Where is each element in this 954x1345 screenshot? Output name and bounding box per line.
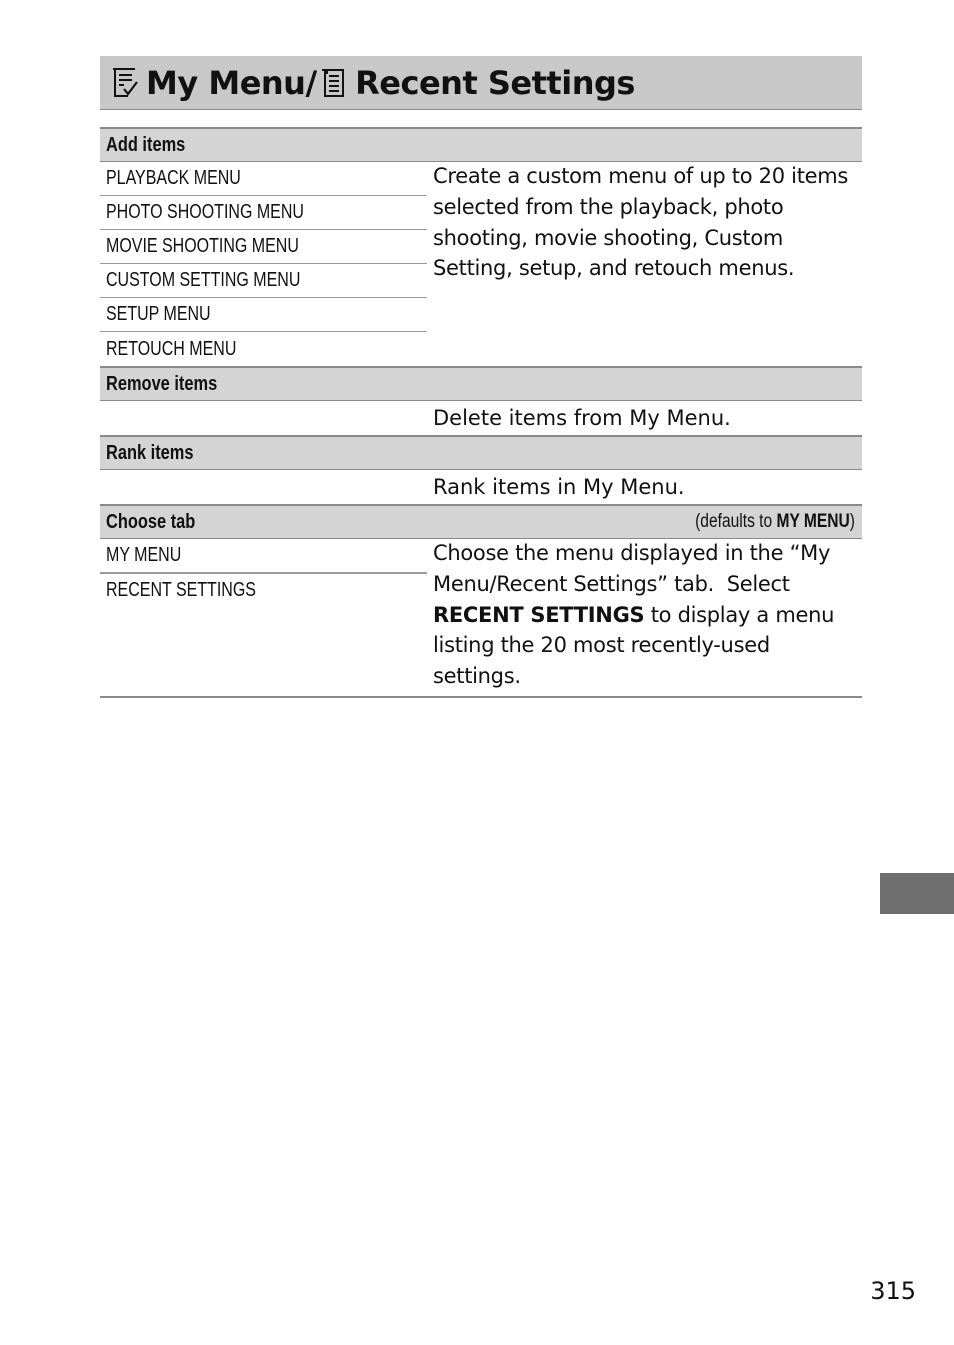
- section-header-label: Choose tab: [106, 510, 196, 533]
- option-label: RETOUCH MENU: [106, 337, 237, 360]
- menu-options-table: [100, 127, 862, 698]
- default-note: [695, 506, 855, 538]
- chapter-side-tab: [880, 873, 954, 914]
- option-row: [100, 196, 427, 230]
- page-title-bar: [100, 56, 862, 110]
- option-label: CUSTOM SETTING MENU: [106, 269, 301, 291]
- option-row: [100, 162, 427, 196]
- default-note-prefix: (defaults to: [695, 511, 777, 532]
- description-part: Choose the menu displayed in the “My Menu/Recent Settings” tab. Select: [433, 541, 837, 596]
- page-title-separator: /: [305, 63, 318, 102]
- choose-tab-option-list: [100, 539, 427, 692]
- option-label: PHOTO SHOOTING MENU: [106, 201, 304, 223]
- option-label: SETUP MENU: [106, 303, 211, 325]
- option-row: [100, 298, 427, 332]
- option-row: [100, 230, 427, 264]
- option-label: MOVIE SHOOTING MENU: [106, 235, 299, 257]
- default-note-suffix: ): [849, 511, 855, 532]
- page-title-recent-settings: Recent Settings: [355, 63, 635, 102]
- section-header-rank-items: [100, 435, 862, 470]
- option-row: [100, 332, 427, 366]
- empty-option-cell: [100, 401, 427, 435]
- choose-tab-description: [427, 539, 862, 692]
- section-add-items: [100, 162, 862, 366]
- section-header-choose-tab: [100, 504, 862, 539]
- default-note-value: MY MENU: [776, 511, 850, 532]
- description-text: Create a custom menu of up to 20 items selected from the playback, photo shooting, movie shooting, Custom Setting, setup, and retouch menus.: [433, 164, 849, 281]
- section-header-label: Add items: [106, 133, 186, 156]
- my-menu-icon: [110, 66, 140, 100]
- description-text: [433, 538, 856, 692]
- option-label: RECENT SETTINGS: [106, 579, 256, 601]
- option-row: [100, 539, 427, 573]
- add-items-description: [427, 162, 862, 366]
- empty-option-cell: [100, 470, 427, 504]
- option-row: [100, 264, 427, 298]
- section-header-add-items: [100, 127, 862, 162]
- option-label: MY MENU: [106, 544, 182, 566]
- section-header-label: Remove items: [106, 372, 218, 395]
- remove-items-description: Delete items from My Menu.: [433, 406, 731, 430]
- section-choose-tab: [100, 539, 862, 696]
- description-part: to display a menu listing the 20 most recently-used settings.: [433, 602, 835, 689]
- description-bold: RECENT SETTINGS: [433, 602, 645, 627]
- option-label: PLAYBACK MENU: [106, 167, 241, 189]
- section-header-label: Rank items: [106, 441, 194, 464]
- table-bottom-rule: [100, 696, 862, 698]
- recent-settings-icon: [319, 66, 349, 100]
- add-items-option-list: [100, 162, 427, 366]
- page-number: 315: [870, 1277, 916, 1305]
- rank-items-description: Rank items in My Menu.: [433, 475, 685, 499]
- option-row: [100, 573, 427, 607]
- page-title-my-menu: My Menu: [146, 63, 306, 102]
- section-remove-items: [100, 401, 862, 435]
- section-header-remove-items: [100, 366, 862, 401]
- section-rank-items: [100, 470, 862, 504]
